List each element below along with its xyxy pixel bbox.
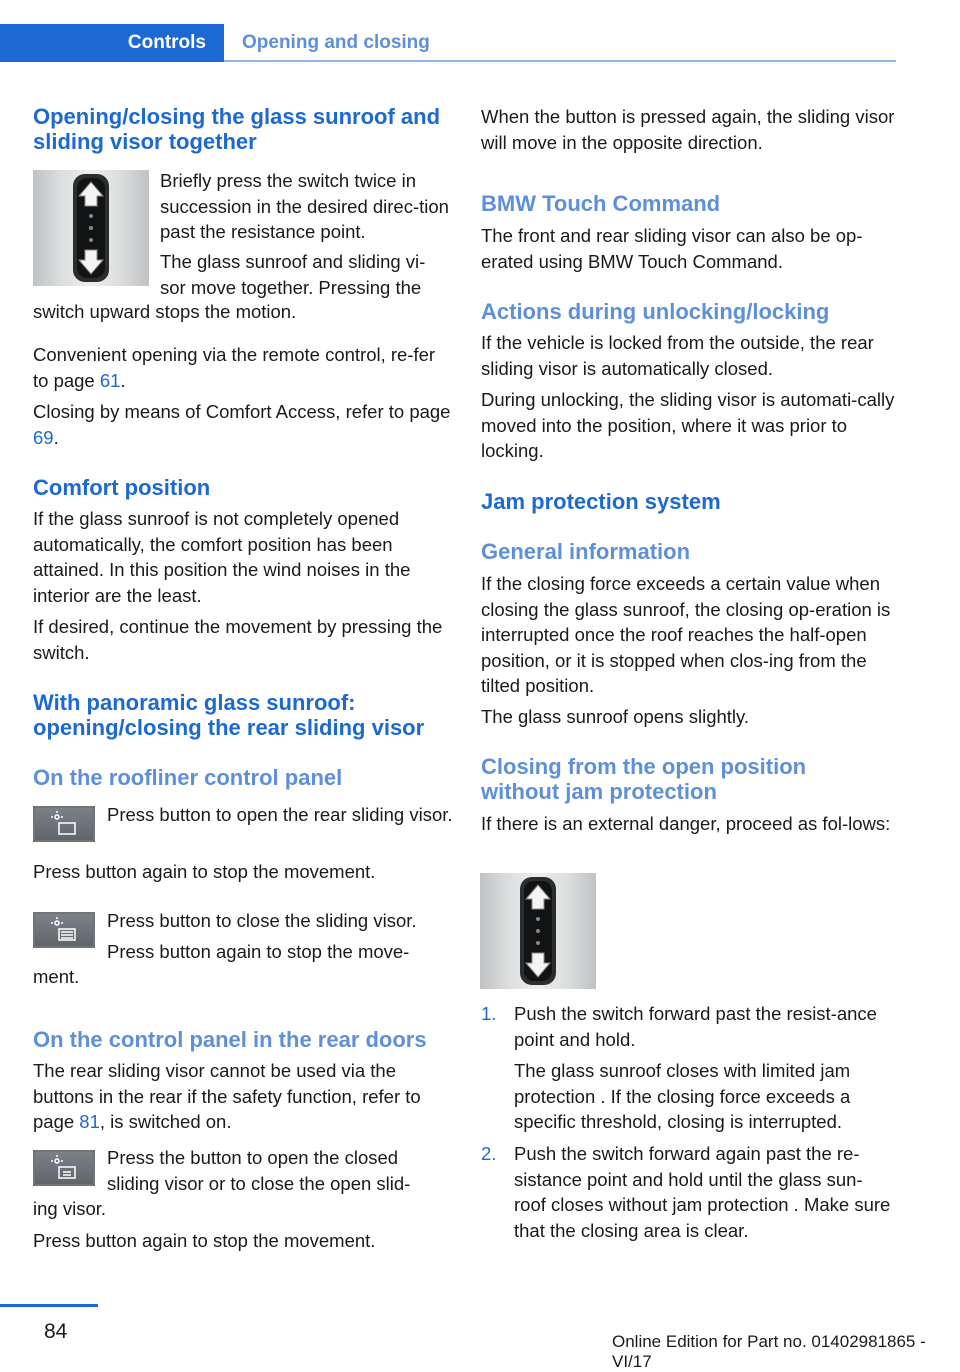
heading-together: Opening/closing the glass sunroof and sliding visor together (33, 104, 441, 154)
page-number: 84 (44, 1320, 68, 1343)
text-stop-1: Press button again to stop the movement. (33, 861, 376, 882)
footer-rule (0, 1304, 98, 1307)
link-page-81[interactable]: 81 (79, 1111, 100, 1132)
close-visor-button-image (33, 912, 95, 948)
period: . (53, 426, 59, 448)
text-stop-2a: Press button again to stop the move- (107, 941, 410, 962)
text-closing-force: If the closing force exceeds a certain value when closing the glass sunroof, the closing op-eration is interrupted once the roof reaches the half-open position, or it is stopped when clos-ing from the tilted position. (481, 573, 891, 696)
text-close-button: Press button to close the sliding visor. (107, 910, 417, 931)
heading-general: General information (481, 539, 691, 564)
text-comfort: If the glass sunroof is not completely opened automatically, the comfort position has been attained. In this position the wind noises in the interior are the least. (33, 508, 411, 606)
heading-closing-open: Closing from the open position without jam protection (481, 754, 807, 804)
heading-panoramic: With panoramic glass sunroof: opening/closing the rear sliding visor (33, 690, 425, 740)
rear-doors-text: The rear sliding visor cannot be used via the buttons in the rear if the safety function, refer to page (33, 1060, 421, 1132)
roof-switch-image (33, 170, 149, 286)
text-opens-slightly: The glass sunroof opens slightly. (481, 706, 750, 727)
heading-roofliner: On the roofliner control panel (33, 765, 343, 790)
heading-jam: Jam protection system (481, 489, 721, 514)
heading-actions: Actions during unlocking/locking (481, 299, 830, 324)
text-rear-doors (33, 1058, 453, 1135)
text-locked: If the vehicle is locked from the outside, the rear sliding visor is automatically closed. (481, 332, 874, 379)
open-visor-button-image (33, 806, 95, 842)
text-convenient (33, 342, 453, 393)
text-press-closed-a: Press the button to open the closed sliding visor or to close the open slid- (107, 1147, 411, 1194)
text-continue: If desired, continue the movement by pressing the switch. (33, 616, 443, 663)
header-tab (0, 24, 224, 62)
text-unlock: During unlocking, the sliding visor is automati-cally moved into the position, where it was prior to locking. (481, 389, 895, 461)
subsection-title: Opening and closing (242, 32, 430, 53)
text-stop-3: Press button again to stop the movement. (33, 1230, 376, 1251)
roof-switch-icon (33, 170, 149, 286)
text-stop-2b: ment. (33, 966, 80, 987)
text-glass-move-1: The glass sunroof and sliding vi- sor move together. Pressing the (160, 251, 426, 298)
heading-rear-doors: On the control panel in the rear doors (33, 1027, 427, 1052)
edition-text: Online Edition for Part no. 01402981865 - VI/17 (612, 1332, 926, 1371)
step-note: The glass sunroof closes with limited jam protection . If the closing force exceeds a specific threshold, closing is interrupted. (514, 1060, 851, 1132)
link-page-61[interactable]: 61 (99, 369, 121, 391)
step-number: 1. (481, 1003, 497, 1024)
rear-visor-icon (33, 1150, 95, 1186)
text-open-button: Press button to open the rear sliding visor. (107, 804, 453, 825)
rear-doors-text-end: , is switched on. (99, 1111, 232, 1132)
text-comfort-access (33, 399, 453, 450)
step-number: 2. (481, 1143, 497, 1164)
text-danger: If there is an external danger, proceed as fol-lows: (481, 813, 891, 834)
header-rule (224, 60, 896, 62)
text-briefly: Briefly press the switch twice in succession in the desired direc-tion past the resistance point. (160, 170, 449, 242)
period: . (120, 369, 126, 391)
comfort-access-text: Closing by means of Comfort Access, refer to page (33, 401, 451, 422)
text-press-closed-b: ing visor. (33, 1198, 107, 1219)
step-text: Push the switch forward again past the re-sistance point and hold until the glass sun-roof closes without jam protection . Make sure that the closing area is clear. (514, 1143, 891, 1241)
text-glass-move-2: switch upward stops the motion. (33, 301, 297, 322)
roof-switch-image-2 (480, 873, 596, 989)
step-text: Push the switch forward past the resist-ance point and hold. (514, 1003, 877, 1050)
roof-switch-icon (480, 873, 596, 989)
convenient-text: Convenient opening via the remote control, re-fer to page (33, 344, 436, 391)
rear-visor-button-image (33, 1150, 95, 1186)
text-when-pressed: When the button is pressed again, the sliding visor will move in the opposite direction. (481, 106, 895, 153)
heading-touch-command: BMW Touch Command (481, 191, 721, 216)
link-page-69[interactable]: 69 (33, 426, 54, 448)
text-touch-command: The front and rear sliding visor can also be op-erated using BMW Touch Command. (481, 225, 863, 272)
heading-comfort: Comfort position (33, 475, 211, 500)
sun-visor-open-icon (33, 806, 95, 842)
section-title: Controls (127, 32, 206, 53)
sun-visor-close-icon (33, 912, 95, 948)
